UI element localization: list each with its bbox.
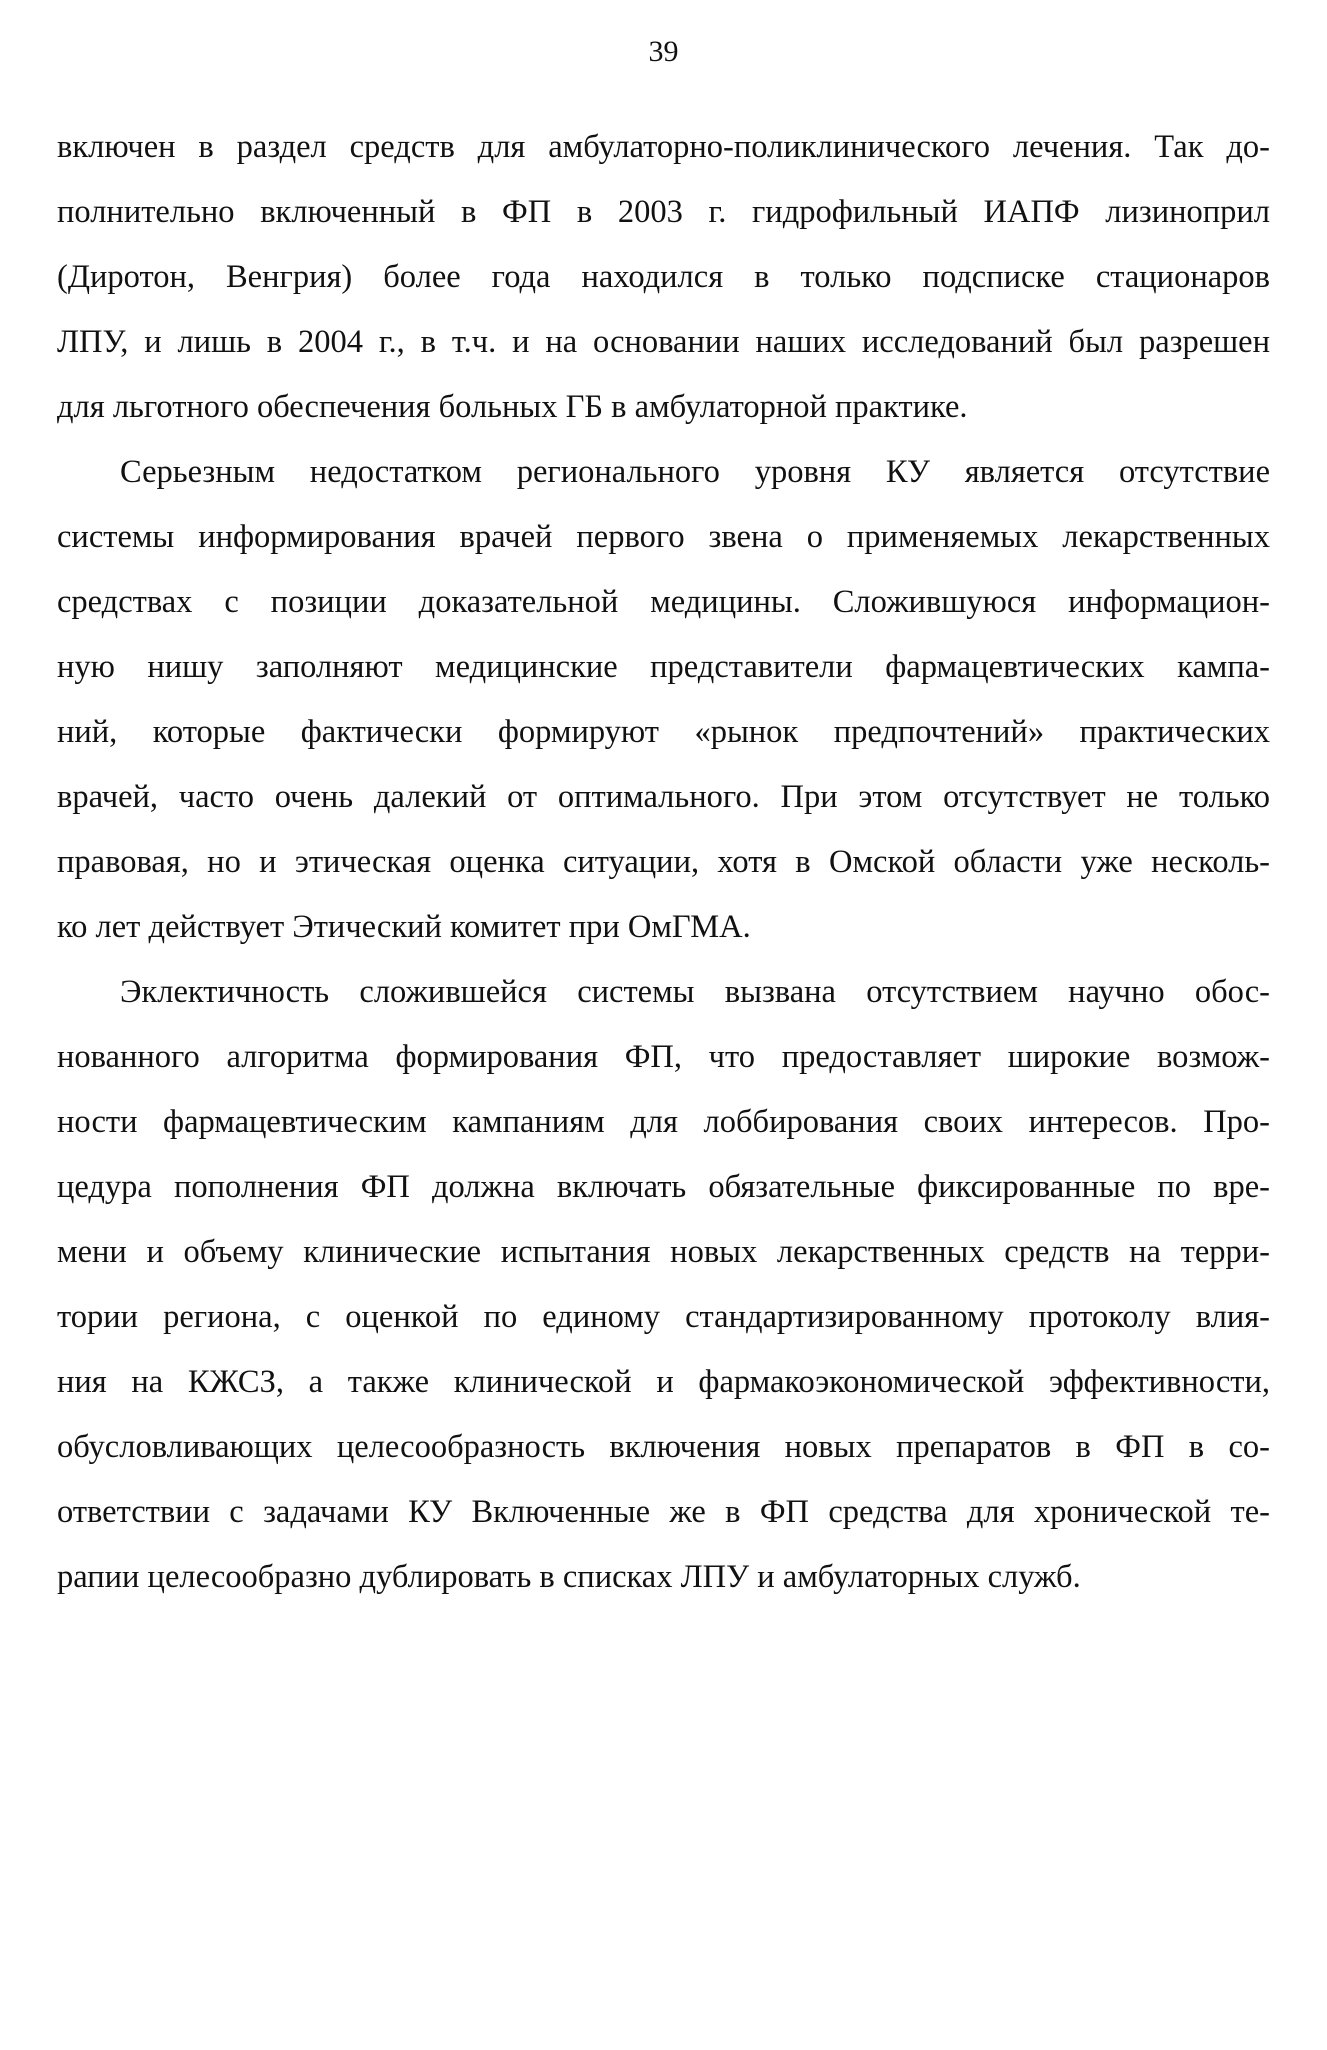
- text-line: системы информирования врачей первого звена о применяемых лекарственных: [57, 519, 1270, 555]
- text-line: ЛПУ, и лишь в 2004 г., в т.ч. и на основании наших исследований был разрешен: [57, 324, 1270, 360]
- text-line: нованного алгоритма формирования ФП, что предоставляет широкие возмож-: [57, 1039, 1270, 1075]
- body-text: [57, 115, 1270, 1610]
- text-line: ния на КЖСЗ, а также клинической и фармакоэкономической эффективности,: [57, 1364, 1270, 1400]
- text-line: ний, которые фактически формируют «рынок предпочтений» практических: [57, 714, 1270, 750]
- text-line: Серьезным недостатком регионального уровня КУ является отсутствие: [120, 454, 1270, 490]
- text-line: ную нишу заполняют медицинские представители фармацевтических кампа-: [57, 649, 1270, 685]
- text-line: врачей, часто очень далекий от оптимального. При этом отсутствует не только: [57, 779, 1270, 815]
- text-line: Эклектичность сложившейся системы вызвана отсутствием научно обос-: [120, 974, 1270, 1010]
- paragraph-2: [57, 440, 1270, 960]
- text-line: обусловливающих целесообразность включения новых препаратов в ФП в со-: [57, 1429, 1270, 1465]
- text-line: для льготного обеспечения больных ГБ в амбулаторной практике.: [57, 389, 968, 425]
- paragraph-3: [57, 960, 1270, 1610]
- text-line: рапии целесообразно дублировать в списках ЛПУ и амбулаторных служб.: [57, 1559, 1081, 1595]
- text-line: цедура пополнения ФП должна включать обязательные фиксированные по вре-: [57, 1169, 1270, 1205]
- paragraph-1: [57, 115, 1270, 440]
- text-line: полнительно включенный в ФП в 2003 г. гидрофильный ИАПФ лизиноприл: [57, 194, 1270, 230]
- text-line: тории региона, с оценкой по единому стандартизированному протоколу влия-: [57, 1299, 1270, 1335]
- page-number: 39: [648, 35, 679, 68]
- text-line: ответствии с задачами КУ Включенные же в ФП средства для хронической те-: [57, 1494, 1270, 1530]
- text-line: (Диротон, Венгрия) более года находился в только подсписке стационаров: [57, 259, 1270, 295]
- text-line: ко лет действует Этический комитет при ОмГМА.: [57, 909, 751, 945]
- text-line: средствах с позиции доказательной медицины. Сложившуюся информацион-: [57, 584, 1270, 620]
- text-line: ности фармацевтическим кампаниям для лоббирования своих интересов. Про-: [57, 1104, 1270, 1140]
- text-line: мени и объему клинические испытания новых лекарственных средств на терри-: [57, 1234, 1270, 1270]
- text-line: правовая, но и этическая оценка ситуации, хотя в Омской области уже несколь-: [57, 844, 1270, 880]
- text-line: включен в раздел средств для амбулаторно-поликлинического лечения. Так до-: [57, 129, 1270, 165]
